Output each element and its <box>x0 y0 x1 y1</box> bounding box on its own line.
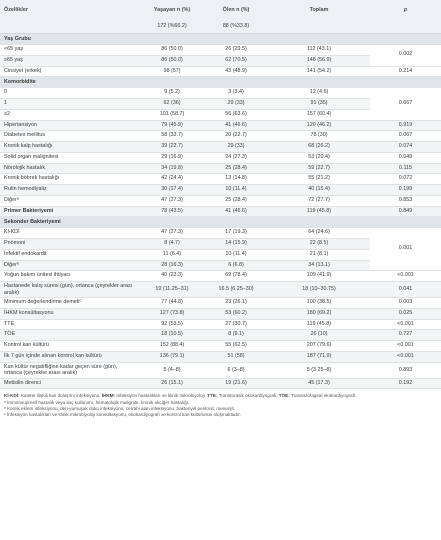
col-header-features: Özellikler <box>0 0 140 20</box>
total-value: 12 (4.6) <box>268 88 370 99</box>
row-label: TTE <box>0 319 140 330</box>
p-value: 0.003 <box>370 298 441 309</box>
deceased-value: 13 (14.8) <box>204 174 268 185</box>
deceased-value: 53 (60.2) <box>204 308 268 319</box>
row-label: Hastanede kalış süresi (gün), ortanca (çeyrekler arası aralık) <box>0 282 140 298</box>
total-value: 22 (8.5) <box>268 239 370 250</box>
deceased-value: 41 (46.6) <box>204 206 268 217</box>
row-label: Solid organ malignitesi <box>0 152 140 163</box>
total-value: 59 (22.7) <box>268 163 370 174</box>
p-value: 0.041 <box>370 282 441 298</box>
section-title: Sekonder Bakteriyemi <box>0 217 441 228</box>
deceased-value: 8 (9.1) <box>204 330 268 341</box>
table-row <box>0 185 441 196</box>
p-value: 0.893 <box>370 362 441 378</box>
deceased-value: 10 (11.4) <box>204 249 268 260</box>
table-header-row <box>0 0 441 20</box>
deceased-value: 29 (33) <box>204 142 268 153</box>
survivors-value: 79 (45.9) <box>140 120 204 131</box>
survivors-value: 26 (15.1) <box>140 378 204 389</box>
row-label: Kronik böbrek hastalığı <box>0 174 140 185</box>
deceased-value: 55 (62.5) <box>204 341 268 352</box>
p-value: 0.849 <box>370 206 441 217</box>
survivors-value: 127 (73.8) <box>140 308 204 319</box>
table-row <box>0 142 441 153</box>
total-value: 187 (71.9) <box>268 351 370 362</box>
deceased-value: 6 (3–8) <box>204 362 268 378</box>
total-value: 120 (46.2) <box>268 120 370 131</box>
total-value: 119 (45.8) <box>268 319 370 330</box>
deceased-value: 29 (33) <box>204 99 268 110</box>
p-value: 0.067 <box>370 131 441 142</box>
abbr-term: Kl-KDİ: <box>4 393 20 399</box>
footnote-a: ᵃ İmmünsupresif hastalık veya ilaç kullanımı, hematolojik malignite, kronik akciğer hastalığı. <box>4 399 190 405</box>
total-value: 180 (69.2) <box>268 308 370 319</box>
col-header-deceased: Ölen n (%) <box>204 0 268 20</box>
survivors-value: 42 (24.4) <box>140 174 204 185</box>
survivors-value: 8 (4.7) <box>140 239 204 250</box>
survivors-value: 5 (4–8) <box>140 362 204 378</box>
p-value: 0.074 <box>370 142 441 153</box>
deceased-value: 25 (28.4) <box>204 195 268 206</box>
table-row <box>0 152 441 163</box>
row-label: Diğerᵃ <box>0 195 140 206</box>
deceased-value: 14 (15.9) <box>204 239 268 250</box>
table-row <box>0 228 441 239</box>
p-value: 0.001 <box>370 228 441 271</box>
table-row <box>0 66 441 77</box>
survivors-value: 39 (22.7) <box>140 142 204 153</box>
col-header-total: Toplam <box>268 0 370 20</box>
abbr-text: Transtorasik ekokardiyografi, <box>218 393 278 399</box>
total-value: 45 (17.3) <box>268 378 370 389</box>
deceased-value: 16.5 (6.25–30) <box>204 282 268 298</box>
p-value: 0.667 <box>370 88 441 120</box>
table-row <box>0 330 441 341</box>
deceased-n: 88 (%33.8) <box>204 20 268 34</box>
row-label: 0 <box>0 88 140 99</box>
survivors-value: 34 (19.8) <box>140 163 204 174</box>
col-header-p: p <box>370 0 441 20</box>
row-label: Kontrol kan kültürü <box>0 341 140 352</box>
total-value: 68 (26.2) <box>268 142 370 153</box>
deceased-value: 43 (48.9) <box>204 66 268 77</box>
row-label: Kan kültür negatifliğine kadar geçen süre (gün), ortanca (çeyrekler arası aralık) <box>0 362 140 378</box>
section-row <box>0 77 441 88</box>
col-header-survivors: Yaşayan n (%) <box>140 0 204 20</box>
deceased-value: 51 (58) <box>204 351 268 362</box>
table-row <box>0 378 441 389</box>
total-value: 91 (35) <box>268 99 370 110</box>
footnote-c: ᶜ İnfeksiyon hastalıkları ve klinik mikrobiyoloji konsültasyonu, ekokardiyografi ve kontrol kan kültürünün oluşmaktadır. <box>4 412 241 418</box>
row-label: Primer Bakteriyemi <box>0 206 140 217</box>
section-row <box>0 217 441 228</box>
row-label: ≥2 <box>0 109 140 120</box>
table-row <box>0 120 441 131</box>
section-title: Komorbidite <box>0 77 441 88</box>
p-value: <0.001 <box>370 351 441 362</box>
table-footnotes <box>0 389 441 419</box>
total-value: 78 (30) <box>268 131 370 142</box>
abbr-term: TÖE: <box>278 393 290 399</box>
row-label: Diabetes mellitus <box>0 131 140 142</box>
row-label: Hipertansiyon <box>0 120 140 131</box>
survivors-value: 9 (5.2) <box>140 88 204 99</box>
row-label: İnfektif endokardit <box>0 249 140 260</box>
survivors-value: 77 (44.8) <box>140 298 204 309</box>
row-label: İHKM konsültasyonu <box>0 308 140 319</box>
row-label: Rutin hemodiyaliz <box>0 185 140 196</box>
p-value: 0.214 <box>370 66 441 77</box>
row-label: Pnömoni <box>0 239 140 250</box>
table-n-row <box>0 20 441 34</box>
survivors-value: 30 (17.4) <box>140 185 204 196</box>
row-label: Metisilin direnci <box>0 378 140 389</box>
total-value: 18 (10–30.75) <box>268 282 370 298</box>
p-value: 0.049 <box>370 152 441 163</box>
total-value: 72 (27.7) <box>268 195 370 206</box>
abbr-text: İnfeksiyon hastalıkları ve klinik mikrobiyoloji, <box>116 393 206 399</box>
p-value: 0.115 <box>370 163 441 174</box>
deceased-value: 17 (19.3) <box>204 228 268 239</box>
row-label: 1 <box>0 99 140 110</box>
table-row <box>0 45 441 56</box>
total-value: 100 (38.5) <box>268 298 370 309</box>
survivors-value: 18 (10.5) <box>140 330 204 341</box>
row-label: Yoğun bakım ünitesi ihtiyacı <box>0 271 140 282</box>
table-row <box>0 351 441 362</box>
table-row <box>0 298 441 309</box>
survivors-value: 47 (27.3) <box>140 228 204 239</box>
p-value: <0.001 <box>370 341 441 352</box>
total-value: 141 (54.2) <box>268 66 370 77</box>
survivors-value: 136 (79.1) <box>140 351 204 362</box>
table-row <box>0 163 441 174</box>
survivors-value: 152 (88.4) <box>140 341 204 352</box>
p-value: 0.002 <box>370 45 441 67</box>
survivors-value: 86 (50.0) <box>140 45 204 56</box>
table-row <box>0 88 441 99</box>
total-value: 109 (41.9) <box>268 271 370 282</box>
total-value: 207 (79.6) <box>268 341 370 352</box>
survivors-n: 172 (%66.2) <box>140 20 204 34</box>
deceased-value: 3 (3.4) <box>204 88 268 99</box>
table-row <box>0 174 441 185</box>
deceased-value: 24 (27.3) <box>204 152 268 163</box>
p-value: 0.199 <box>370 185 441 196</box>
survivors-value: 62 (36) <box>140 99 204 110</box>
total-value: 26 (10) <box>268 330 370 341</box>
abbr-term: TTE: <box>207 393 218 399</box>
p-value: 0.919 <box>370 120 441 131</box>
survivors-value: 11 (6.4) <box>140 249 204 260</box>
total-value: 148 (56.9) <box>268 55 370 66</box>
total-value: 64 (24.6) <box>268 228 370 239</box>
table-row <box>0 341 441 352</box>
abbr-text: Kateter ilişkili kan dolaşımı infeksiyonu, <box>20 393 101 399</box>
total-value: 112 (43.1) <box>268 45 370 56</box>
deceased-value: 69 (78.4) <box>204 271 268 282</box>
deceased-value: 27 (30.7) <box>204 319 268 330</box>
table-row <box>0 319 441 330</box>
table-row <box>0 308 441 319</box>
p-value: <0.001 <box>370 271 441 282</box>
survivors-value: 40 (23.3) <box>140 271 204 282</box>
table-row <box>0 362 441 378</box>
total-value: 34 (13.1) <box>268 260 370 271</box>
table-row <box>0 195 441 206</box>
deceased-value: 10 (11.4) <box>204 185 268 196</box>
p-value: 0.192 <box>370 378 441 389</box>
table-row <box>0 131 441 142</box>
row-label: İlk 7 gün içinde alınan kontrol kan kültürü <box>0 351 140 362</box>
row-label: Kronik kalp hastalığı <box>0 142 140 153</box>
p-value: <0.001 <box>370 319 441 330</box>
deceased-value: 6 (6.8) <box>204 260 268 271</box>
p-value: 0.727 <box>370 330 441 341</box>
total-value: 53 (20.4) <box>268 152 370 163</box>
section-row <box>0 34 441 45</box>
row-label: Kl-KDİ <box>0 228 140 239</box>
deceased-value: 20 (22.7) <box>204 131 268 142</box>
row-label: Minimum değerlendirme demetiᶜ <box>0 298 140 309</box>
survivors-value: 19 (11.25–31) <box>140 282 204 298</box>
total-value: 40 (15.4) <box>268 185 370 196</box>
survivors-value: 78 (43.5) <box>140 206 204 217</box>
deceased-value: 56 (63.6) <box>204 109 268 120</box>
deceased-value: 26 (29.5) <box>204 45 268 56</box>
survivors-value: 92 (53.5) <box>140 319 204 330</box>
deceased-value: 23 (26.1) <box>204 298 268 309</box>
table-row <box>0 282 441 298</box>
deceased-value: 62 (70.5) <box>204 55 268 66</box>
row-label: ≥65 yaş <box>0 55 140 66</box>
survivors-value: 28 (16.3) <box>140 260 204 271</box>
footnote-b: ᵇ Kemik eklem infeksiyonu, deri-yumuşak doku infeksiyonu, cerrahi alan infeksiyonu, bakteriyel peritonit, menenjit. <box>4 406 236 412</box>
row-label: TÖE <box>0 330 140 341</box>
total-value: 55 (21.2) <box>268 174 370 185</box>
row-label: Diğerᵇ <box>0 260 140 271</box>
total-value: 157 (60.4) <box>268 109 370 120</box>
deceased-value: 19 (21.6) <box>204 378 268 389</box>
survivors-value: 98 (57) <box>140 66 204 77</box>
total-value: 119 (45.8) <box>268 206 370 217</box>
abbr-text: Transözofageal ekokardiyografi. <box>290 393 357 399</box>
survivors-value: 101 (58.7) <box>140 109 204 120</box>
p-value: 0.072 <box>370 174 441 185</box>
survivors-value: 86 (50.0) <box>140 55 204 66</box>
table-row <box>0 206 441 217</box>
deceased-value: 25 (28.4) <box>204 163 268 174</box>
survivors-value: 47 (27.3) <box>140 195 204 206</box>
deceased-value: 41 (46.6) <box>204 120 268 131</box>
table-row <box>0 271 441 282</box>
total-value: 5 (3.25–8) <box>268 362 370 378</box>
row-label: <65 yaş <box>0 45 140 56</box>
survivors-value: 29 (16.9) <box>140 152 204 163</box>
section-title: Yaş Grubu <box>0 34 441 45</box>
total-value: 21 (8.1) <box>268 249 370 260</box>
row-label: Cinsiyet (erkek) <box>0 66 140 77</box>
abbr-term: İHKM: <box>101 393 116 399</box>
p-value: 0.853 <box>370 195 441 206</box>
survivors-value: 58 (33.7) <box>140 131 204 142</box>
row-label: Nörolojik hastalık <box>0 163 140 174</box>
p-value: 0.025 <box>370 308 441 319</box>
